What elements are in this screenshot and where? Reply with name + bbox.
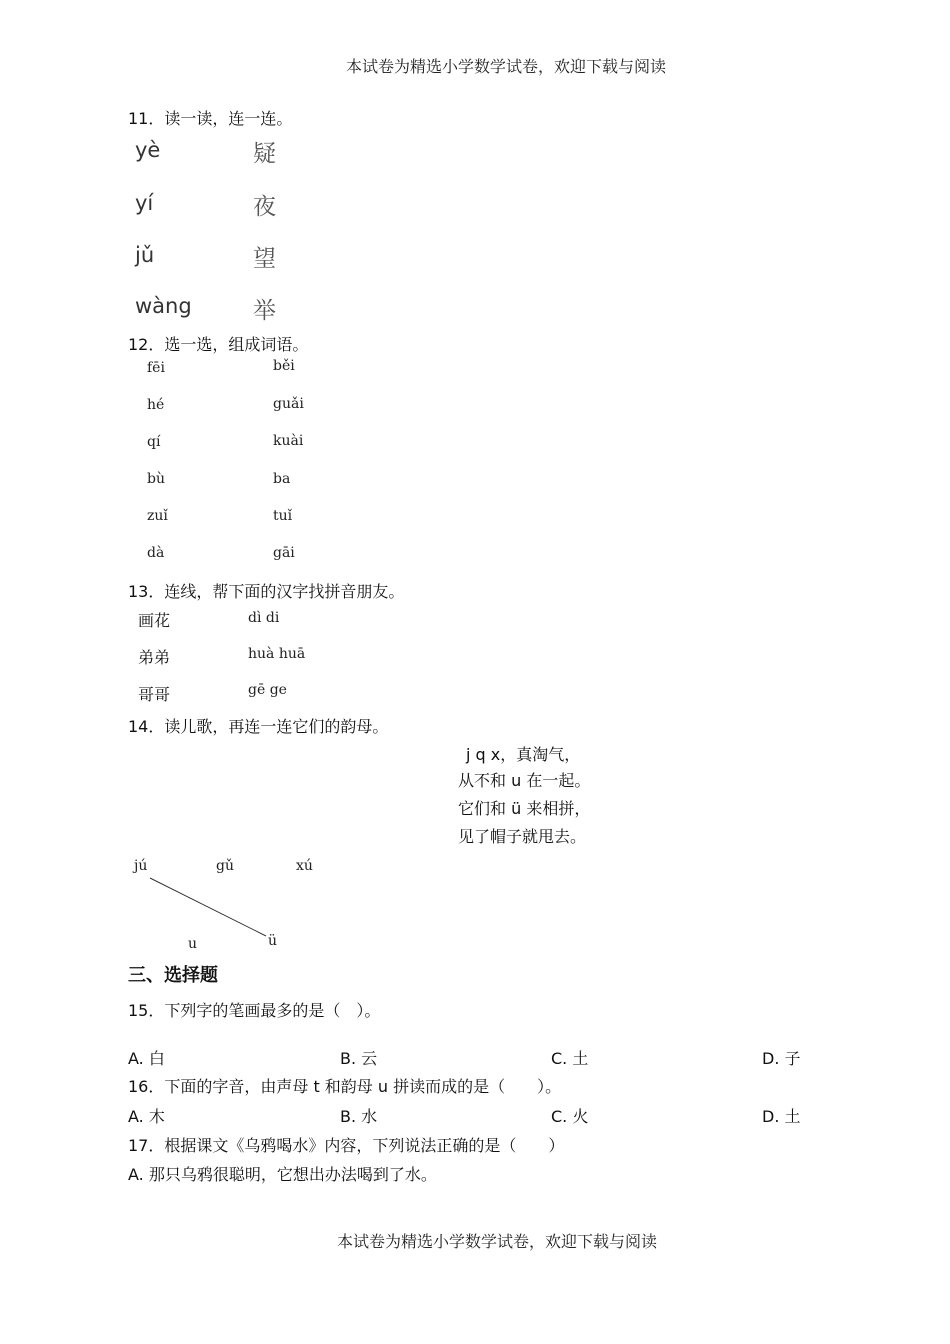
q12-right-5: tuǐ bbox=[273, 508, 293, 524]
q13-pinyin-2: huà huā bbox=[248, 646, 306, 662]
q16-option-c[interactable]: C. 火 bbox=[551, 1107, 589, 1126]
q12-right-4: ba bbox=[273, 471, 291, 487]
page-footer: 本试卷为精选小学数学试卷，欢迎下载与阅读 bbox=[337, 1232, 658, 1251]
q14-syllable-3: xú bbox=[296, 858, 313, 874]
q12-right-2: guǎi bbox=[273, 396, 304, 412]
page-header: 本试卷为精选小学数学试卷，欢迎下载与阅读 bbox=[346, 57, 667, 76]
q15-option-b[interactable]: B. 云 bbox=[340, 1049, 378, 1068]
q12-left-1: fēi bbox=[147, 360, 165, 376]
q13-pinyin-3: gē ge bbox=[248, 682, 287, 698]
q12-left-5: zuǐ bbox=[147, 508, 168, 524]
question-15-title: 15．下列字的笔画最多的是（ ）。 bbox=[128, 1001, 381, 1020]
question-11-title: 11．读一读，连一连。 bbox=[128, 109, 293, 128]
question-13-title: 13．连线，帮下面的汉字找拼音朋友。 bbox=[128, 582, 405, 601]
q12-right-3: kuài bbox=[273, 433, 304, 449]
poem-line-1: j q x，真淘气， bbox=[466, 745, 581, 764]
poem-line-3: 它们和 ü 来相拼， bbox=[458, 799, 591, 818]
q12-left-3: qí bbox=[147, 434, 161, 450]
q16-option-d[interactable]: D. 土 bbox=[762, 1107, 801, 1126]
question-12-title: 12．选一选，组成词语。 bbox=[128, 335, 309, 354]
q12-left-6: dà bbox=[147, 545, 165, 561]
q13-word-3: 哥哥 bbox=[138, 685, 171, 704]
question-16-title: 16．下面的字音，由声母 t 和韵母 u 拼读而成的是（ ）。 bbox=[128, 1077, 562, 1096]
q14-final-u: u bbox=[188, 936, 198, 952]
q14-final-v: ü bbox=[268, 933, 278, 949]
q13-pinyin-1: dì di bbox=[248, 610, 280, 626]
q11-char-1: 疑 bbox=[253, 141, 276, 167]
q11-char-3: 望 bbox=[253, 246, 276, 272]
q15-option-a[interactable]: A. 白 bbox=[128, 1049, 165, 1068]
q11-pinyin-2: yí bbox=[135, 191, 154, 215]
q16-option-b[interactable]: B. 水 bbox=[340, 1107, 378, 1126]
q17-option-a[interactable]: A. 那只乌鸦很聪明，它想出办法喝到了水。 bbox=[128, 1165, 437, 1184]
q11-char-2: 夜 bbox=[253, 194, 276, 220]
poem-line-4: 见了帽子就甩去。 bbox=[458, 827, 587, 846]
question-17-title: 17．根据课文《乌鸦喝水》内容，下列说法正确的是（ ） bbox=[128, 1136, 565, 1155]
q12-left-4: bù bbox=[147, 471, 165, 487]
q11-pinyin-1: yè bbox=[135, 138, 161, 162]
q11-pinyin-3: jǔ bbox=[135, 243, 155, 267]
q15-option-d[interactable]: D. 子 bbox=[762, 1049, 801, 1068]
q11-char-4: 举 bbox=[253, 298, 276, 324]
q13-word-1: 画花 bbox=[138, 611, 171, 630]
q12-left-2: hé bbox=[147, 397, 165, 413]
poem-line-2: 从不和 u 在一起。 bbox=[458, 771, 591, 790]
q12-right-1: běi bbox=[273, 358, 295, 374]
q14-syllable-1: jú bbox=[134, 858, 148, 874]
q13-word-2: 弟弟 bbox=[138, 648, 171, 667]
question-14-title: 14．读儿歌，再连一连它们的韵母。 bbox=[128, 717, 389, 736]
q14-syllable-2: gǔ bbox=[216, 858, 234, 874]
q12-right-6: gāi bbox=[273, 545, 295, 561]
section-3-heading: 三、选择题 bbox=[128, 965, 218, 986]
q11-pinyin-4: wàng bbox=[135, 294, 192, 318]
q16-option-a[interactable]: A. 木 bbox=[128, 1107, 165, 1126]
q15-option-c[interactable]: C. 土 bbox=[551, 1049, 589, 1068]
